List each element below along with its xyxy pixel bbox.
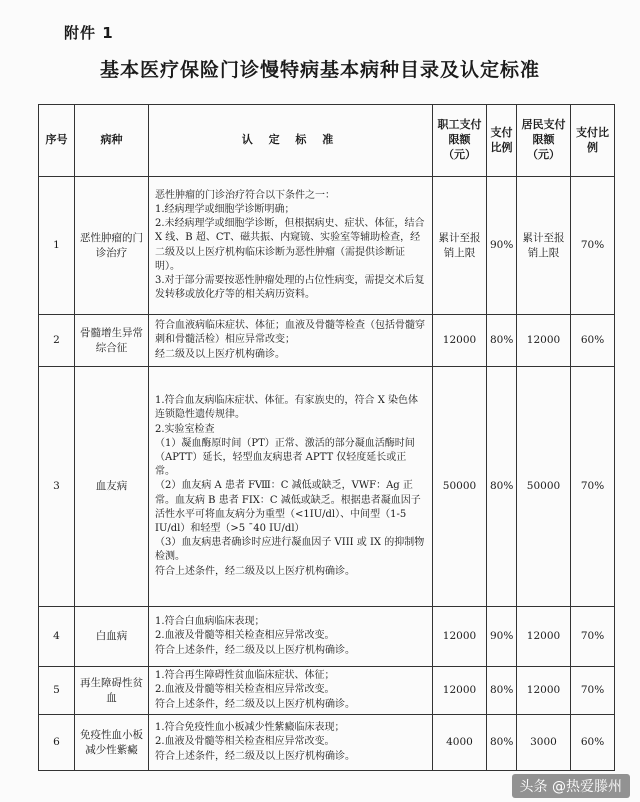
criteria-cell xyxy=(149,667,433,715)
resident-ratio: 70% xyxy=(571,607,615,667)
header-resident-ratio: 支付比例 xyxy=(571,105,615,177)
row-number: 4 xyxy=(39,607,75,667)
row-number: 2 xyxy=(39,315,75,367)
table-header-row xyxy=(39,105,615,177)
criteria-line: 2.血液及骨髓等相关检查相应异常改变。 xyxy=(155,630,335,642)
criteria-line: 2.血液及骨髓等相关检查相应异常改变。 xyxy=(155,684,335,696)
row-number: 6 xyxy=(39,715,75,771)
resident-ratio: 60% xyxy=(571,315,615,367)
disease-name: 骨髓增生异常综合征 xyxy=(75,315,149,367)
resident-ratio: 60% xyxy=(571,715,615,771)
employee-limit: 12000 xyxy=(433,667,487,715)
resident-ratio: 70% xyxy=(571,177,615,315)
employee-ratio: 80% xyxy=(487,667,517,715)
disease-name: 恶性肿瘤的门诊治疗 xyxy=(75,177,149,315)
criteria-line: 1.符合白血病临床表现； xyxy=(155,616,265,628)
criteria-line: 1.符合再生障碍性贫血临床症状、体征； xyxy=(155,670,335,682)
employee-limit: 累计至报销上限 xyxy=(433,177,487,315)
criteria-line: 符合上述条件，经二级及以上医疗机构确诊。 xyxy=(155,698,355,710)
criteria-cell xyxy=(149,715,433,771)
header-disease: 病种 xyxy=(75,105,149,177)
resident-limit: 12000 xyxy=(517,315,571,367)
criteria-line: 经二级及以上医疗机构确诊。 xyxy=(155,348,285,360)
employee-limit: 4000 xyxy=(433,715,487,771)
resident-limit: 累计至报销上限 xyxy=(517,177,571,315)
criteria-cell xyxy=(149,367,433,607)
criteria-line: 1.经病理学或细胞学诊断明确； xyxy=(155,203,295,215)
criteria-line: 1.符合血友病临床症状、体征。有家族史的，符合 X 染色体连锁隐性遗传规律。 xyxy=(155,395,419,421)
header-resident-limit: 居民支付限额（元） xyxy=(517,105,571,177)
criteria-cell xyxy=(149,607,433,667)
resident-limit: 12000 xyxy=(517,667,571,715)
disease-name: 血友病 xyxy=(75,367,149,607)
source-watermark: 头条 @热爱滕州 xyxy=(512,774,630,798)
table-row xyxy=(39,367,615,607)
document-title: 基本医疗保险门诊慢特病基本病种目录及认定标准 xyxy=(99,59,540,81)
criteria-line: （3）血友病患者确诊时应进行凝血因子 VIII 或 IX 的抑制物检测。 xyxy=(155,537,425,563)
criteria-line: 符合上述条件，经二级及以上医疗机构确诊。 xyxy=(155,750,355,762)
row-number: 5 xyxy=(39,667,75,715)
employee-limit: 12000 xyxy=(433,607,487,667)
criteria-line: （2）血友病 A 患者 FⅧ：C 减低或缺乏，VWF：Ag 正常。血友病 B 患者 FIX：C 减低或缺乏。根据患者凝血因子活性水平可将血友病分为重型（<1IU/dl）、中间型（1-5 IU/dl）和轻型（>5 ¯40 IU/dl） xyxy=(155,480,421,534)
employee-ratio: 80% xyxy=(487,367,517,607)
header-employee-limit: 职工支付限额（元） xyxy=(433,105,487,177)
header-no: 序号 xyxy=(39,105,75,177)
criteria-line: 符合上述条件，经二级及以上医疗机构确诊。 xyxy=(155,644,355,656)
table-row xyxy=(39,315,615,367)
resident-limit: 12000 xyxy=(517,607,571,667)
row-number: 3 xyxy=(39,367,75,607)
criteria-line: 2.血液及骨髓等相关检查相应异常改变。 xyxy=(155,736,335,748)
table-row xyxy=(39,177,615,315)
table-row xyxy=(39,667,615,715)
resident-ratio: 70% xyxy=(571,667,615,715)
criteria-cell xyxy=(149,177,433,315)
employee-ratio: 90% xyxy=(487,177,517,315)
criteria-cell xyxy=(149,315,433,367)
criteria-line: 符合血液病临床症状、体征；血液及骨髓等检查（包括骨髓穿刺和骨髓活检）相应异常改变； xyxy=(155,320,425,346)
attachment-label: 附件 1 xyxy=(64,24,114,42)
header-criteria: 认 定 标 准 xyxy=(149,105,433,177)
header-employee-ratio: 支付比例 xyxy=(487,105,517,177)
row-number: 1 xyxy=(39,177,75,315)
disease-table xyxy=(38,104,615,771)
criteria-line: 2.未经病理学或细胞学诊断，但根据病史、症状、体征，结合 X 线、B 超、CT、磁共振、内窥镜、实验室等辅助检查，经二级及以上医疗机构临床诊断为恶性肿瘤（需提供诊断证明）。 xyxy=(155,218,425,272)
criteria-line: 1.符合免疫性血小板减少性紫癜临床表现； xyxy=(155,722,345,734)
criteria-line: 符合上述条件，经二级及以上医疗机构确诊。 xyxy=(155,565,355,577)
disease-name: 免疫性血小板减少性紫癜 xyxy=(75,715,149,771)
disease-name: 再生障碍性贫血 xyxy=(75,667,149,715)
criteria-line: 3.对于部分需要按恶性肿瘤处理的占位性病变，需提交术后复发转移或放化疗等的相关病历资料。 xyxy=(155,274,425,301)
resident-limit: 50000 xyxy=(517,367,571,607)
table-row xyxy=(39,607,615,667)
criteria-line: 恶性肿瘤的门诊治疗符合以下条件之一： xyxy=(155,189,335,201)
criteria-line: 2.实验室检查 xyxy=(155,423,215,435)
employee-limit: 12000 xyxy=(433,315,487,367)
resident-ratio: 70% xyxy=(571,367,615,607)
employee-limit: 50000 xyxy=(433,367,487,607)
disease-name: 白血病 xyxy=(75,607,149,667)
table-row xyxy=(39,715,615,771)
employee-ratio: 80% xyxy=(487,715,517,771)
criteria-line: （1）凝血酶原时间（PT）正常、激活的部分凝血活酶时间（APTT）延长，轻型血友病患者 APTT 仅轻度延长或正常。 xyxy=(155,437,415,478)
employee-ratio: 90% xyxy=(487,607,517,667)
employee-ratio: 80% xyxy=(487,315,517,367)
resident-limit: 3000 xyxy=(517,715,571,771)
